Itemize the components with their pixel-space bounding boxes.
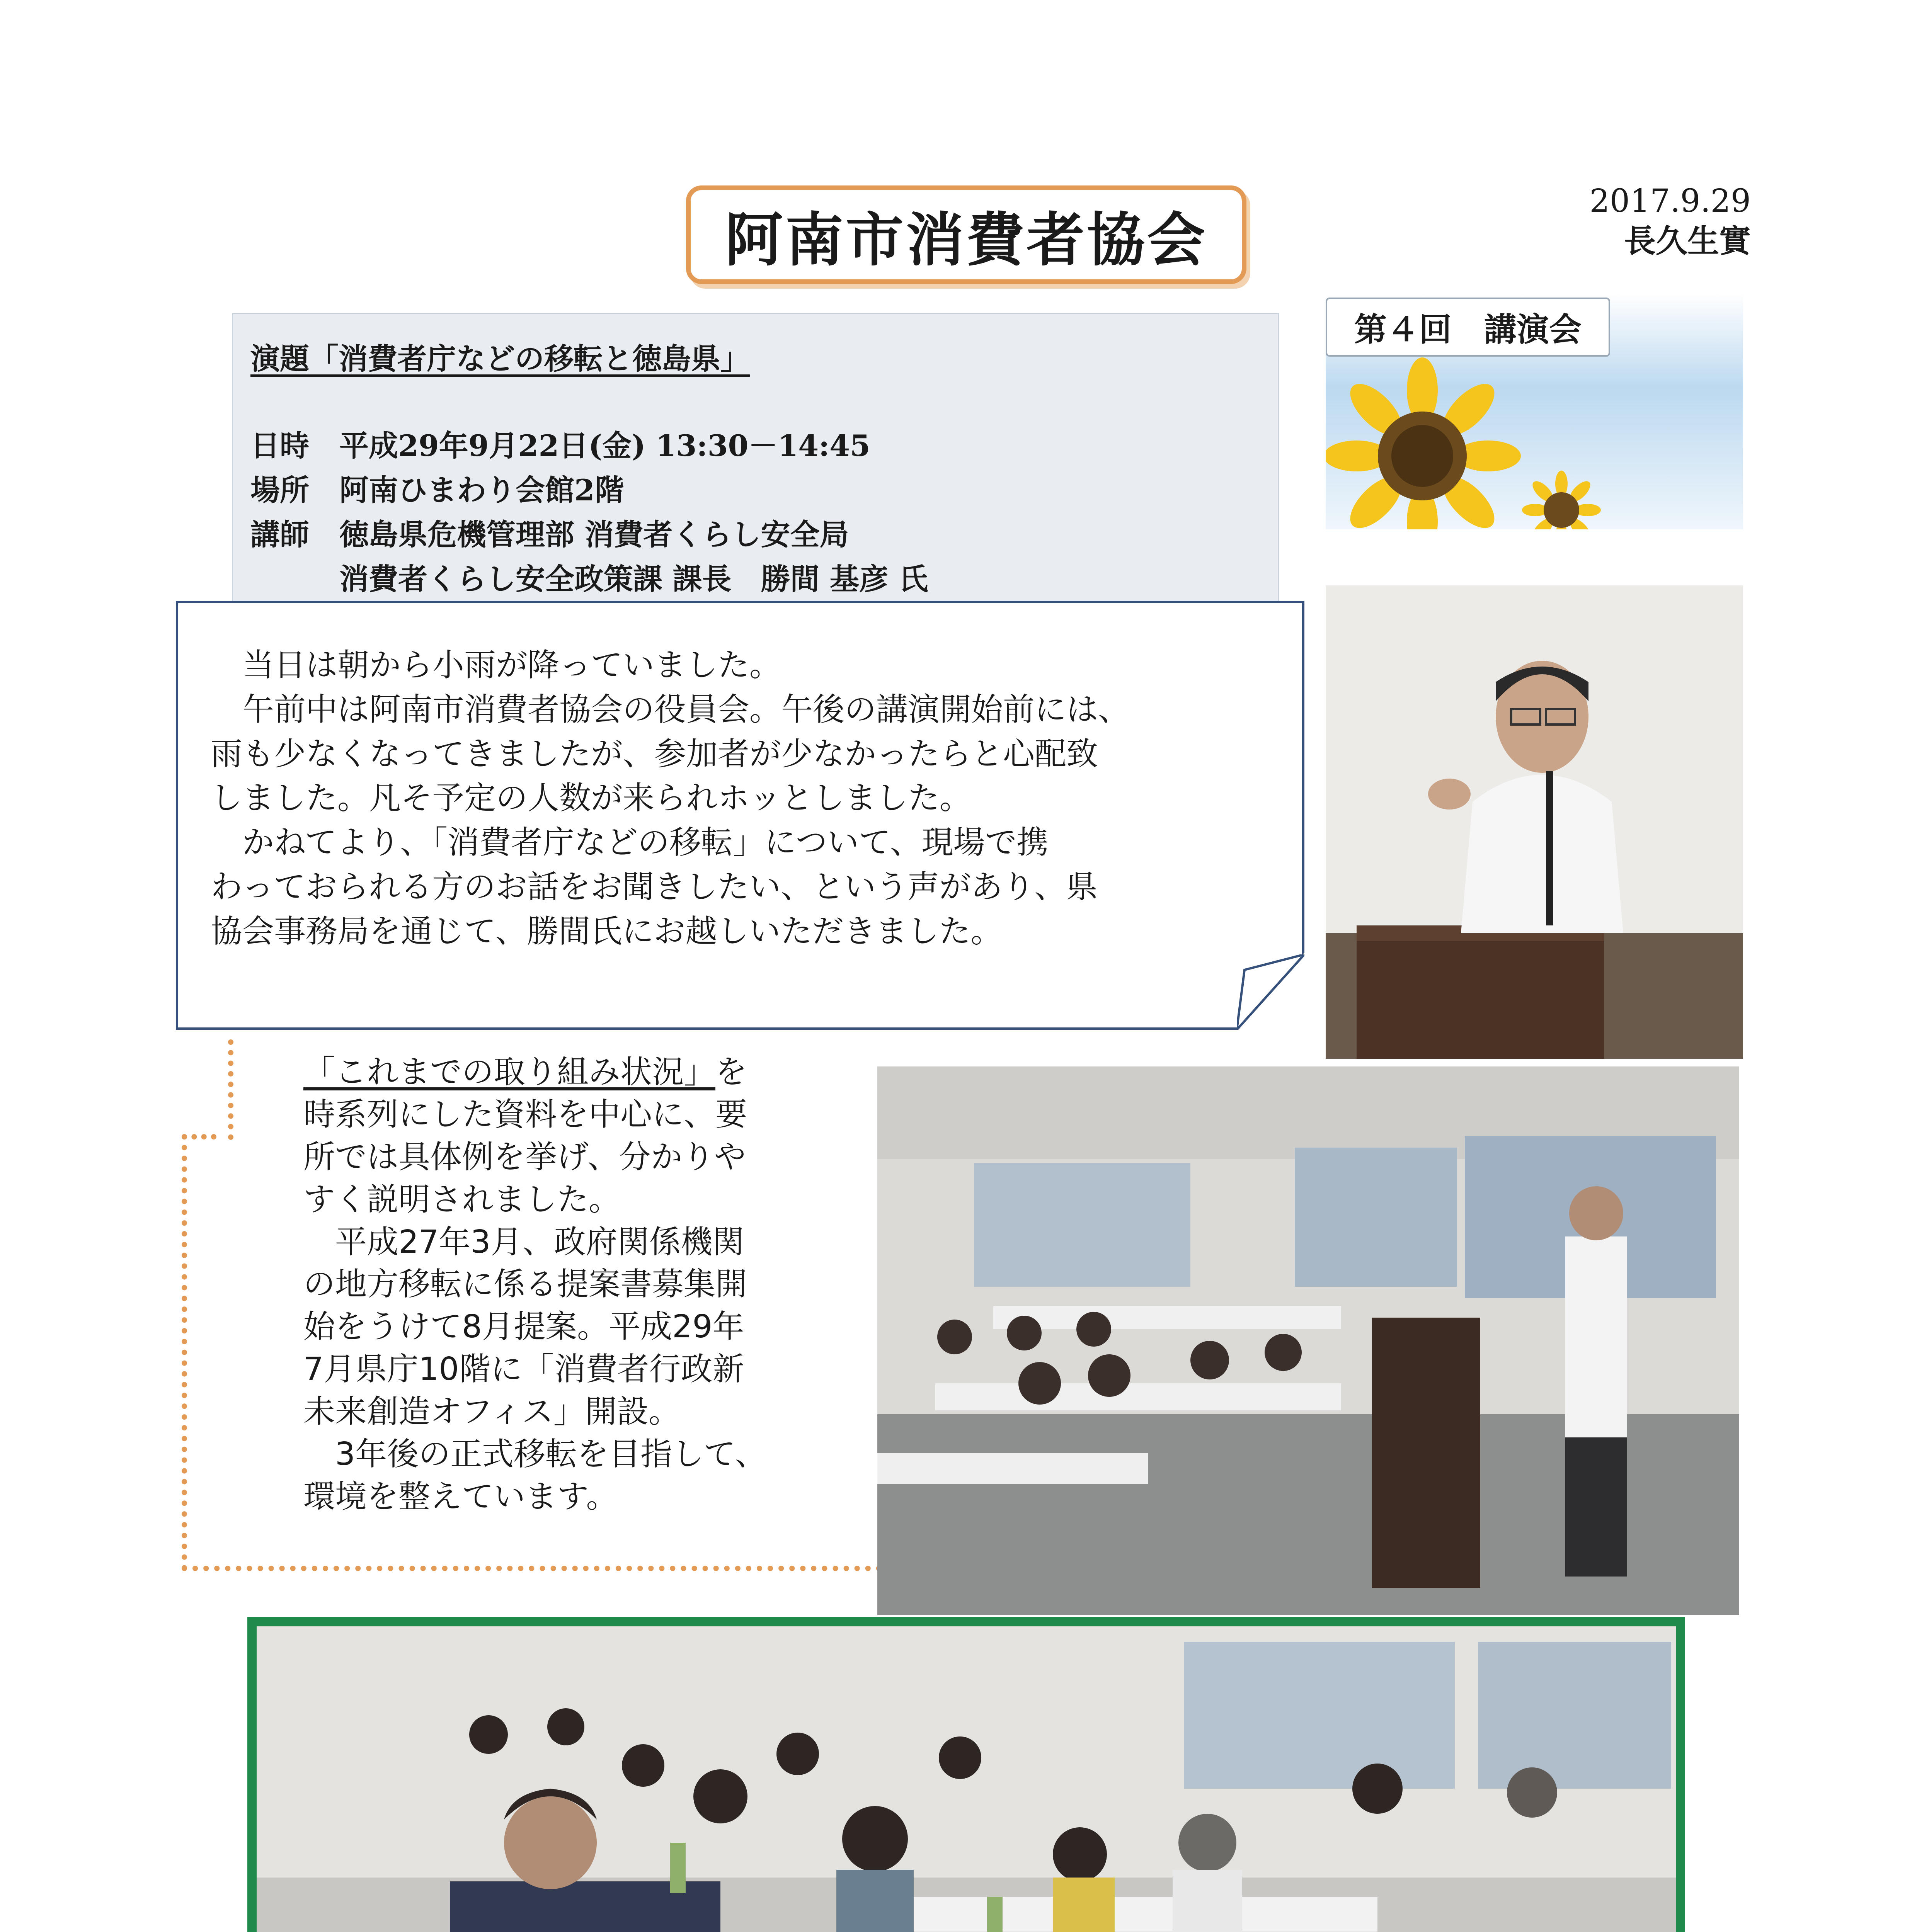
summary-line: 時系列にした資料を中心に、要 <box>303 1096 747 1133</box>
date-block <box>1590 182 1751 261</box>
title-box <box>686 185 1246 284</box>
speech-line: 当日は朝から小雨が降っていました。 <box>242 647 781 684</box>
info-label: 日時 <box>250 429 309 463</box>
info-row-speaker <box>250 511 849 553</box>
summary-line: 平成27年3月、政府関係機関 <box>335 1223 744 1260</box>
info-label: 講師 <box>250 517 309 552</box>
issue-date: 2017.9.29 <box>1589 183 1751 219</box>
summary-line: 3年後の正式移転を目指して、 <box>335 1435 767 1473</box>
dotted-connector <box>228 1039 233 1140</box>
info-row-speaker-title <box>250 556 928 598</box>
info-value: 平成29年9月22日(金) 13:30－14:45 <box>339 429 870 463</box>
info-label: 場所 <box>250 473 309 507</box>
summary-line <box>303 1051 817 1094</box>
author-name: 長久生實 <box>1624 222 1751 260</box>
summary-line: 所では具体例を挙げ、分かりや <box>303 1138 746 1175</box>
lecture-info-box <box>232 313 1279 611</box>
info-label <box>250 556 339 598</box>
summary-line: 環境を整えています。 <box>303 1478 618 1515</box>
info-value: 徳島県危機管理部 消費者くらし安全局 <box>339 517 849 552</box>
summary-line: の地方移転に係る提案書募集開 <box>303 1266 747 1303</box>
speaker-photo <box>1326 585 1743 1059</box>
lecture-room-photo <box>877 1066 1739 1615</box>
event-badge: 第４回 講演会 <box>1326 298 1610 357</box>
speech-line: かねてより、「消費者庁などの移転」について、現場で携 <box>242 824 1049 861</box>
info-row-place <box>250 467 624 509</box>
summary-line: 始をうけて8月提案。平成29年 <box>303 1308 744 1345</box>
info-value: 阿南ひまわり会館2階 <box>339 473 624 507</box>
speech-line: 午前中は阿南市消費者協会の役員会。午後の講演開始前には、 <box>242 691 1130 728</box>
summary-line: 未来創造オフィス」開設。 <box>303 1393 680 1430</box>
speech-line: 雨も少なくなってきましたが、参加者が少なかったらと心配致 <box>211 735 1098 772</box>
info-value: 消費者くらし安全政策課 課長 勝間 基彦 氏 <box>339 562 928 596</box>
page-fold-icon <box>1237 954 1304 1030</box>
lecture-topic: 演題「消費者庁などの移転と徳島県」 <box>250 342 750 376</box>
summary-line: すく説明されました。 <box>303 1181 621 1218</box>
speech-line: わっておられる方のお話をお聞きしたい、という声があり、県 <box>211 868 1098 905</box>
speech-line: 協会事務局を通じて、勝間氏にお越しいただきました。 <box>211 913 1003 950</box>
dotted-frame-bottom <box>182 1566 947 1571</box>
speech-line: しました。凡そ予定の人数が来られホッとしました。 <box>211 780 972 817</box>
lecture-summary-text <box>303 1051 817 1518</box>
summary-line: 7月県庁10階に「消費者行政新 <box>303 1351 744 1388</box>
speech-text <box>211 643 1285 954</box>
underlined-phrase: 「これまでの取り組み状況」 <box>303 1054 716 1090</box>
dotted-frame-left <box>182 1134 216 1571</box>
audience-photo <box>257 1626 1676 1932</box>
summary-fragment: を <box>715 1054 747 1090</box>
info-row-datetime <box>250 422 870 464</box>
page-title: 阿南市消費者協会 <box>725 206 1207 274</box>
